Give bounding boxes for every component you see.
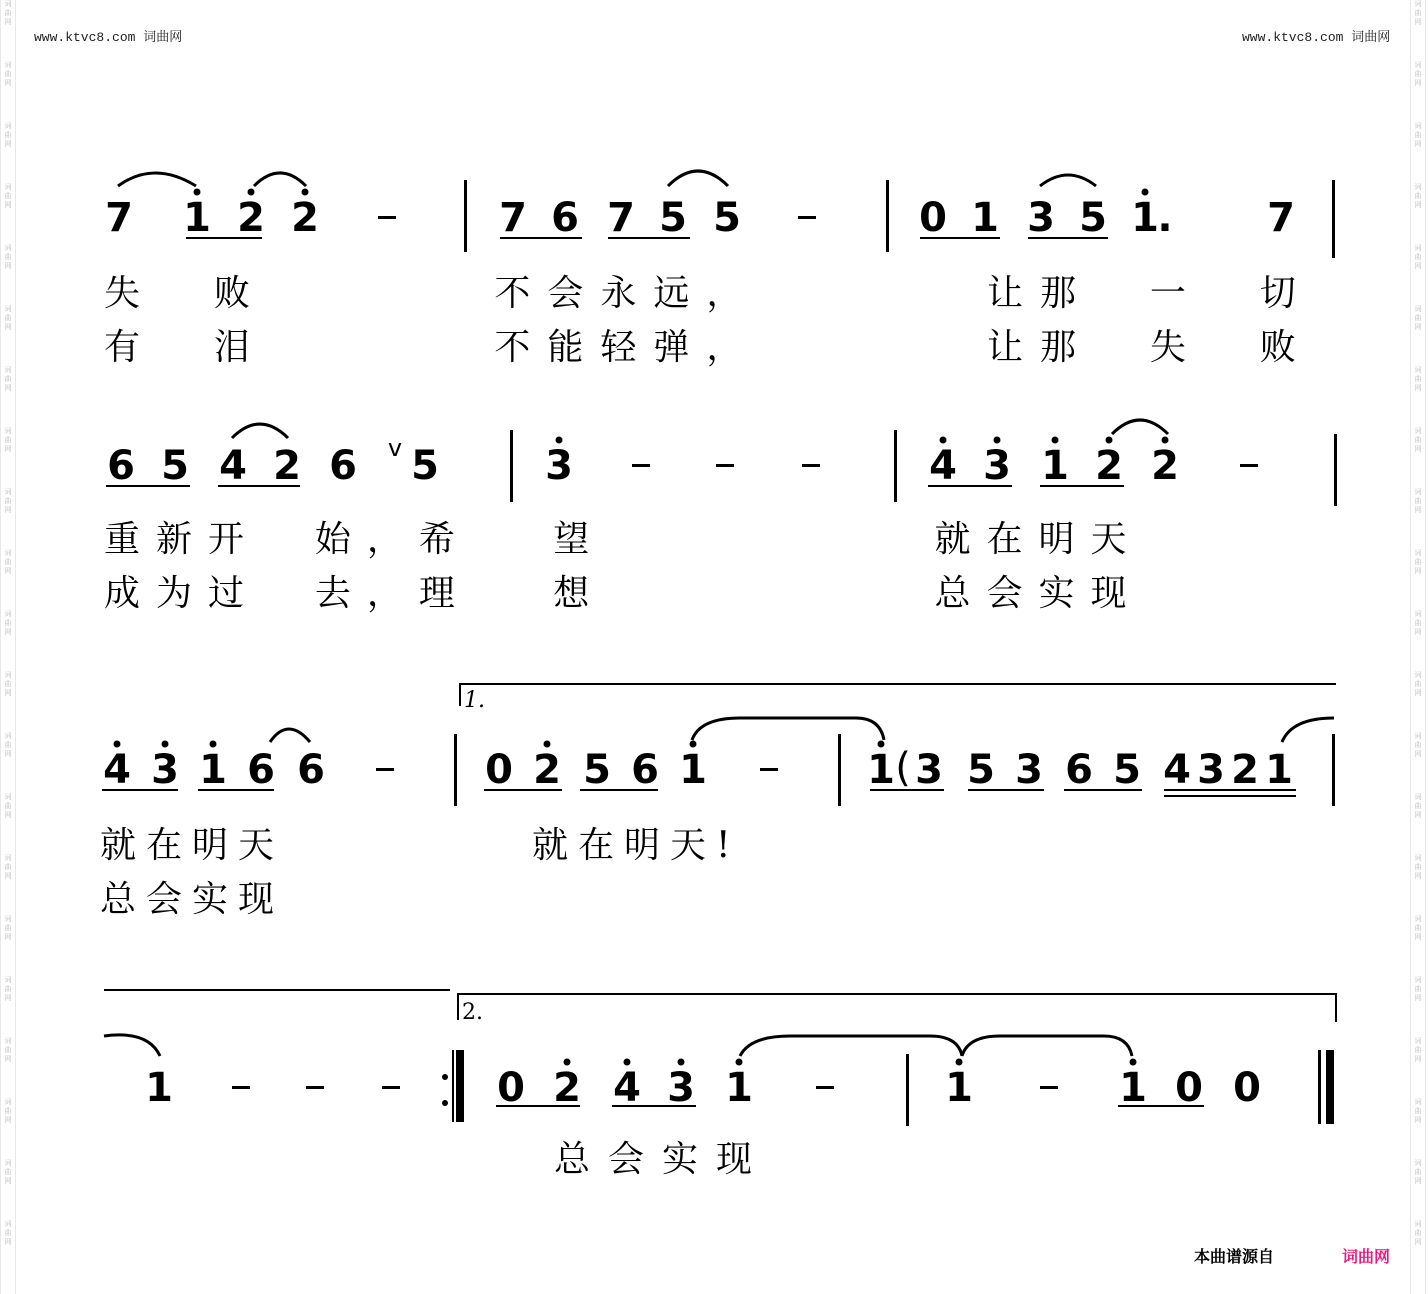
note: 0 [485, 747, 513, 793]
note: 1 [971, 195, 999, 241]
note: 6 [631, 747, 659, 793]
note: 3 [1015, 747, 1043, 793]
note: 0 [497, 1065, 525, 1111]
note: 5 [583, 747, 611, 793]
note: 5 [659, 195, 687, 241]
note: 1 [1119, 1065, 1147, 1111]
lyric-line: 总会实现 [554, 1139, 771, 1180]
header-watermark-left: www.ktvc8.com 词曲网 [34, 30, 183, 45]
note: 4 [613, 1065, 641, 1111]
note: 6 [551, 195, 579, 241]
note: 5 [161, 443, 189, 489]
note: 2 [553, 1065, 581, 1111]
lyric-line: 失 败 不会永远， 让那 一 切 [104, 273, 1313, 314]
note: 0 [1175, 1065, 1203, 1111]
lyric-line: 成为过 去，理 想 总会实现 [104, 573, 1143, 614]
note: 2 [237, 195, 265, 241]
header-watermark-right: www.ktvc8.com 词曲网 [1242, 30, 1391, 45]
left-watermark-strip: 词 曲 网 词 曲 网 词 曲 网 词 曲 网 词 曲 网 词 曲 网 词 曲 网 词 曲 网 词 曲 网 词 曲 网 词 曲 网 词 曲 网 词 曲 网 词 曲 网 词 曲 网 词 曲 网 词 曲 网 词 曲 网 词 曲 网 词 曲 网 词 曲 网 [0, 0, 16, 1294]
note: 2 [1151, 443, 1179, 489]
note: 1 [145, 1065, 173, 1111]
note: 7 [499, 195, 527, 241]
volta-2-label: 2. [462, 1000, 483, 1025]
note: 4 [103, 747, 131, 793]
note: 6 [297, 747, 325, 793]
note: 5 [713, 195, 741, 241]
note: 1 [199, 747, 227, 793]
note: 5 [411, 443, 439, 489]
note: 5 [1113, 747, 1141, 793]
note: 2 [1095, 443, 1123, 489]
note: 3 [983, 443, 1011, 489]
note: ( [895, 745, 911, 791]
note: 7 [1267, 195, 1295, 241]
note: 3 [1197, 747, 1225, 793]
note: 0 [1233, 1065, 1261, 1111]
note: 7 [105, 195, 133, 241]
lyric-line: 重新开 始，希 望 就在明天 [104, 519, 1143, 560]
note: 0 [919, 195, 947, 241]
note: 5 [967, 747, 995, 793]
note: 6 [1065, 747, 1093, 793]
footer-brand-link[interactable]: 词曲网 [1342, 1247, 1391, 1266]
note: 2 [1231, 747, 1259, 793]
note: 5 [1079, 195, 1107, 241]
note: 1 [679, 747, 707, 793]
note: 2 [291, 195, 319, 241]
note: 3 [1027, 195, 1055, 241]
note: 4 [1163, 747, 1191, 793]
note: 1 [1041, 443, 1069, 489]
note: 6 [107, 443, 135, 489]
lyric-line: 就在明天! [532, 825, 741, 866]
note: 3 [545, 443, 573, 489]
footer-source-label: 本曲谱源自 [1194, 1247, 1275, 1266]
lyric-line: 总会实现 [100, 879, 285, 920]
note: 4 [929, 443, 957, 489]
right-watermark-strip: 词 曲 网 词 曲 网 词 曲 网 词 曲 网 词 曲 网 词 曲 网 词 曲 网 词 曲 网 词 曲 网 词 曲 网 词 曲 网 词 曲 网 词 曲 网 词 曲 网 词 曲 网 词 曲 网 词 曲 网 词 曲 网 词 曲 网 词 曲 网 词 曲 网 [1410, 0, 1426, 1294]
note: 7 [607, 195, 635, 241]
lyric-line: 就在明天 [100, 825, 285, 866]
note: 6 [329, 443, 357, 489]
note: 4 [219, 443, 247, 489]
note: 3 [667, 1065, 695, 1111]
note: 1 [1131, 195, 1159, 241]
note: 1 [183, 195, 211, 241]
breath-mark: v [387, 434, 403, 462]
note: 1 [867, 747, 895, 793]
note: 6 [247, 747, 275, 793]
note: 1 [725, 1065, 753, 1111]
note: 1 [945, 1065, 973, 1111]
note-dot: . [1157, 195, 1173, 241]
note: 1 [1265, 747, 1293, 793]
note: 2 [533, 747, 561, 793]
lyric-line: 有 泪 不能轻弹， 让那 失 败 [104, 327, 1313, 368]
volta-1-label: 1. [464, 688, 485, 713]
note: 3 [151, 747, 179, 793]
note: 3 [915, 747, 943, 793]
note: 2 [273, 443, 301, 489]
